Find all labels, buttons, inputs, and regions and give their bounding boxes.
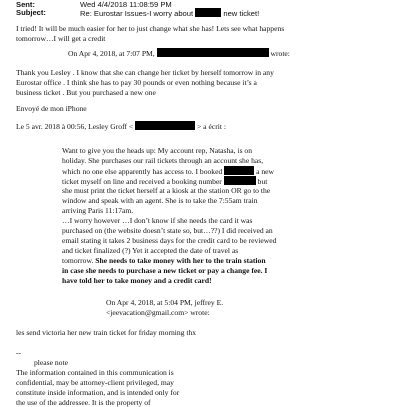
le5-line: Le 5 avr. 2018 à 00:56, Lesley Groff < > a écrit :	[16, 122, 226, 131]
on-wrote-2-line-1: On Apr 4, 2018, at 5:04 PM, jeffrey E.	[106, 298, 224, 307]
sent-from-iphone: Envoyé de mon iPhone	[16, 104, 87, 113]
confidential-line-4: the use of the addressee. It is the property of	[16, 398, 151, 407]
quote-line-2: Eurostar office . I think she has to pay 30 pounds or even nothing because it’s a	[16, 78, 257, 87]
confidential-line-3: constitute inside information, and is intended only for	[16, 388, 180, 397]
signature-dashes: --	[16, 348, 22, 357]
quote-line-1: Thank you Lesley . I know that she can change her ticket by herself tomorrow in any	[16, 68, 274, 77]
please-note: please note	[34, 358, 68, 367]
on-wrote-1: On Apr 4, 2018, at 7:07 PM, wrote:	[68, 49, 290, 58]
redaction-block	[224, 166, 254, 175]
sent-label: Sent:	[16, 0, 35, 9]
confidential-line-1: The information contained in this communication is	[16, 368, 174, 377]
msg-line-7: arriving Paris 11:17am.	[62, 206, 134, 215]
msg-line-6: window and speak with an agent. She is to take the 7:55am train	[62, 196, 258, 205]
subject-value	[80, 8, 259, 18]
subject-label: Subject:	[16, 8, 46, 17]
reply-line-1: I tried! It will be much easier for her to just change what she has! Lets see what happens	[16, 24, 285, 33]
original-request: les send victoria her new train ticket for friday morning thx	[16, 328, 197, 337]
msg-line-8: …I worry however …I don’t know if she needs the card it was	[62, 216, 253, 225]
msg-line-12: tomorrow. She needs to take money with her to the train station	[62, 256, 266, 265]
sent-value: Wed 4/4/2018 11:08:59 PM	[80, 0, 172, 9]
reply-line-2: tomorrow…I will get a credit	[16, 34, 106, 43]
msg-line-2: holiday. She purchases our rail tickets through an account she has,	[62, 156, 264, 165]
msg-line-4: ticket myself on line and received a booking number but	[62, 177, 268, 186]
msg-line-1: Want to give you the heads up: My account rep, Natasha, is on	[62, 146, 253, 155]
msg-line-11: and ticket finalized (?) Yet it accepted the date of travel as	[62, 246, 239, 255]
quote-line-3: business ticket . But you purchased a new one	[16, 88, 156, 97]
msg-line-3: which no one else apparently has access to. I booked a new	[62, 167, 274, 176]
msg-line-5: she must print the ticket herself at a kiosk at the station OR go to the	[62, 186, 271, 195]
redaction-block	[224, 176, 256, 185]
subject-suffix: new ticket!	[223, 9, 260, 18]
msg-line-14: have told her to take money and a credit card!	[62, 276, 212, 285]
redaction-block	[195, 8, 221, 17]
subject-prefix: Re: Eurostar Issues-I worry about	[80, 9, 194, 18]
on-wrote-2-line-2: <jeevacation@gmail.com> wrote:	[106, 308, 210, 317]
redaction-block	[135, 121, 195, 130]
redaction-block	[157, 48, 269, 57]
confidential-line-2: confidential, may be attorney-client privileged, may	[16, 378, 174, 387]
msg-line-13: in case she needs to purchase a new ticket or pay a change fee. I	[62, 266, 268, 275]
msg-line-9: purchased on (the website doesn’t state so, but…??) I did received an	[62, 226, 273, 235]
msg-line-10: email stating it takes 2 business days for the credit card to be reviewed	[62, 236, 277, 245]
